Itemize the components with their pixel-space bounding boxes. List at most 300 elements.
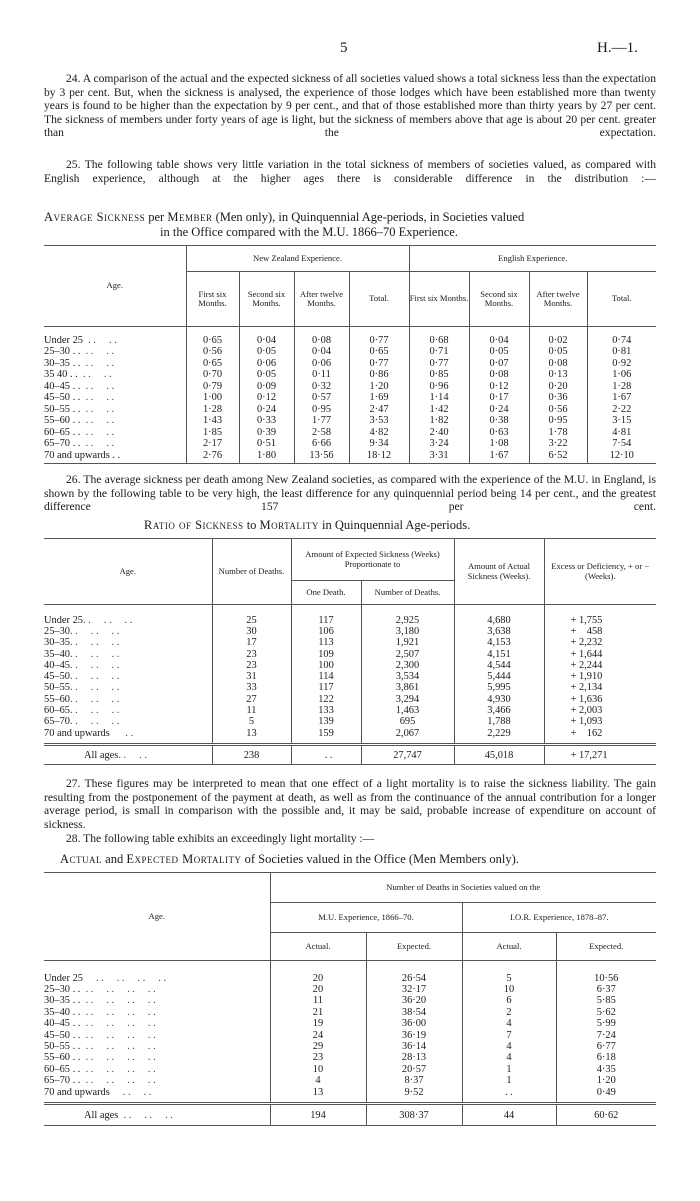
table-row xyxy=(44,381,656,393)
age-label: 40–45 . . xyxy=(44,1018,81,1030)
spacer-cell xyxy=(291,605,361,615)
value-cell: 9·52 xyxy=(366,1086,462,1097)
value-cell: 2,300 xyxy=(361,660,454,671)
value-cell: 12·10 xyxy=(587,450,656,462)
value-cell: 0·17 xyxy=(469,392,529,404)
spacer-cell xyxy=(366,961,462,973)
table3-title-sc: Actual xyxy=(60,852,103,866)
table3-group-header: Number of Deaths in Societies valued on the xyxy=(270,873,656,903)
value-cell: 2·17 xyxy=(186,438,239,450)
value-cell: 109 xyxy=(291,648,361,659)
total-value-cell: 194 xyxy=(270,1104,366,1126)
value-cell: 4,153 xyxy=(454,637,544,648)
value-cell: 0·38 xyxy=(469,415,529,427)
value-cell: 1,463 xyxy=(361,705,454,716)
table-row xyxy=(44,615,656,626)
value-cell: 5,444 xyxy=(454,671,544,682)
value-cell: 1·67 xyxy=(469,450,529,462)
spacer-cell xyxy=(270,961,366,973)
leader-dots: . . . . xyxy=(80,426,115,438)
spacer-cell xyxy=(44,327,186,335)
table1-col-header: After twelve Months. xyxy=(529,272,587,327)
value-cell: 0·95 xyxy=(529,415,587,427)
table1-title-sc: Average Sickness xyxy=(44,210,146,224)
value-cell: + 162 xyxy=(544,727,656,738)
table-row xyxy=(44,450,656,462)
table-row xyxy=(44,1018,656,1029)
spacer-cell xyxy=(44,961,270,973)
value-cell: 4·82 xyxy=(349,427,409,439)
table2-title xyxy=(144,518,470,533)
value-cell: 159 xyxy=(291,727,361,738)
value-cell: 30 xyxy=(212,626,291,637)
leader-dots: . . . . . . xyxy=(69,625,120,637)
leader-dots: . . . . . . xyxy=(69,648,120,660)
age-cell xyxy=(44,648,212,659)
spacer-cell xyxy=(409,461,469,463)
value-cell: 6·37 xyxy=(556,984,656,995)
spacer-cell xyxy=(239,461,294,463)
value-cell: 23 xyxy=(212,648,291,659)
value-cell: 7 xyxy=(462,1029,556,1040)
age-label: 70 and upwards . . xyxy=(44,449,121,461)
leader-dots: . . . . xyxy=(80,415,115,427)
value-cell: 6·77 xyxy=(556,1041,656,1052)
table-row xyxy=(44,705,656,716)
table-row xyxy=(44,438,656,450)
value-cell: 3,861 xyxy=(361,682,454,693)
value-cell: 0·32 xyxy=(294,381,349,393)
value-cell: 0·86 xyxy=(349,369,409,381)
table2-title-mid: to xyxy=(243,518,260,532)
table2-num-deaths-header: Number of Deaths. xyxy=(361,581,454,605)
value-cell: 5·99 xyxy=(556,1018,656,1029)
spacer-cell xyxy=(294,327,349,335)
leader-dots: . . . . xyxy=(118,749,147,761)
value-cell: 1·28 xyxy=(186,404,239,416)
table3-title xyxy=(60,852,519,867)
age-cell xyxy=(44,1086,270,1097)
paragraph-28: 28. The following table exhibits an exceedingly light mortality :— xyxy=(66,832,375,845)
value-cell: 13 xyxy=(212,727,291,738)
table1-col-header: Second six Months. xyxy=(239,272,294,327)
leader-dots: . . . . . . . . xyxy=(80,1029,156,1041)
age-label: 70 and upwards xyxy=(44,1086,110,1098)
value-cell: 36·00 xyxy=(366,1018,462,1029)
leader-dots: . . . . xyxy=(80,357,115,369)
value-cell: 23 xyxy=(212,660,291,671)
value-cell: 1·67 xyxy=(587,392,656,404)
value-cell: 4,930 xyxy=(454,694,544,705)
age-cell xyxy=(44,381,186,393)
value-cell: 1·85 xyxy=(186,427,239,439)
table3-title-tail: of Societies valued in the Office (Men Members only). xyxy=(241,852,519,866)
value-cell: 0·92 xyxy=(587,358,656,370)
value-cell: 0·24 xyxy=(469,404,529,416)
age-label: 55–60 xyxy=(44,693,70,705)
age-cell xyxy=(44,1029,270,1040)
total-value-cell: 45,018 xyxy=(454,745,544,765)
spacer-cell xyxy=(44,605,212,615)
leader-dots: . . . . . . . . xyxy=(80,1063,156,1075)
age-cell xyxy=(44,615,212,626)
value-cell: 0·08 xyxy=(294,335,349,347)
spacer-cell xyxy=(239,327,294,335)
leader-dots: . . . . xyxy=(80,380,115,392)
age-label: 25–30 . . xyxy=(44,984,81,996)
value-cell: + 1,644 xyxy=(544,648,656,659)
table-row xyxy=(44,346,656,358)
table1-title-sc2: Member xyxy=(167,210,213,224)
value-cell: 1·77 xyxy=(294,415,349,427)
value-cell: 3,294 xyxy=(361,694,454,705)
value-cell: 33 xyxy=(212,682,291,693)
table3-ior-header: I.O.R. Experience, 1878–87. xyxy=(462,903,656,933)
table1-title-tail: (Men only), in Quinquennial Age-periods, in Societies valued xyxy=(212,210,525,224)
table1-col-header: Total. xyxy=(349,272,409,327)
leader-dots: . . . . . . . . xyxy=(80,984,156,996)
value-cell: 0·05 xyxy=(529,346,587,358)
value-cell: 2,067 xyxy=(361,727,454,738)
value-cell: 0·95 xyxy=(294,404,349,416)
value-cell: 0·24 xyxy=(239,404,294,416)
table-row xyxy=(44,727,656,738)
value-cell: 3·24 xyxy=(409,438,469,450)
table2-excess-header: Excess or Deficiency, + or − (Weeks). xyxy=(544,539,656,605)
spacer-cell xyxy=(529,327,587,335)
value-cell: 36·14 xyxy=(366,1041,462,1052)
age-label: 60–65 . . xyxy=(44,1063,81,1075)
value-cell: 1·28 xyxy=(587,381,656,393)
total-value-cell: 238 xyxy=(212,745,291,765)
value-cell: 0·57 xyxy=(294,392,349,404)
value-cell: 113 xyxy=(291,637,361,648)
leader-dots: . . . . xyxy=(82,334,117,346)
age-label: 30–35 . . xyxy=(44,995,81,1007)
value-cell: 117 xyxy=(291,615,361,626)
value-cell: 0·68 xyxy=(409,335,469,347)
age-label: 60–65 . . xyxy=(44,426,81,438)
value-cell: 1·00 xyxy=(186,392,239,404)
age-label: 55–60 . . xyxy=(44,1052,81,1064)
spacer-cell xyxy=(462,961,556,973)
value-cell: 3·31 xyxy=(409,450,469,462)
age-cell xyxy=(44,358,186,370)
value-cell: 0·39 xyxy=(239,427,294,439)
age-label: 35–40 xyxy=(44,648,70,660)
value-cell: 2·76 xyxy=(186,450,239,462)
leader-dots: . . . . . . xyxy=(69,637,120,649)
value-cell: 0·04 xyxy=(239,335,294,347)
value-cell: 0·33 xyxy=(239,415,294,427)
leader-dots: . . . . xyxy=(80,346,115,358)
value-cell: 0·85 xyxy=(409,369,469,381)
value-cell: 2·58 xyxy=(294,427,349,439)
value-cell: 6·66 xyxy=(294,438,349,450)
value-cell: 4,544 xyxy=(454,660,544,671)
value-cell: 0·70 xyxy=(186,369,239,381)
value-cell: 5·62 xyxy=(556,1007,656,1018)
value-cell: 2·40 xyxy=(409,427,469,439)
age-cell xyxy=(44,995,270,1006)
spacer-cell xyxy=(361,605,454,615)
age-cell xyxy=(44,438,186,450)
value-cell: 21 xyxy=(270,1007,366,1018)
value-cell: 1 xyxy=(462,1075,556,1086)
table2-deaths-header: Number of Deaths. xyxy=(212,539,291,605)
value-cell: 4 xyxy=(462,1041,556,1052)
table1-body xyxy=(44,327,656,464)
page-number: 5 xyxy=(340,40,348,56)
value-cell: 0·04 xyxy=(294,346,349,358)
value-cell: 3,534 xyxy=(361,671,454,682)
value-cell: 1·14 xyxy=(409,392,469,404)
value-cell: 32·17 xyxy=(366,984,462,995)
total-label-cell xyxy=(44,1104,270,1126)
table1-age-header: Age. xyxy=(44,246,186,327)
value-cell: 8·37 xyxy=(366,1075,462,1086)
value-cell: 0·65 xyxy=(186,358,239,370)
age-label: 65–70 . . xyxy=(44,1075,81,1087)
table-row xyxy=(44,335,656,347)
value-cell: 1·20 xyxy=(349,381,409,393)
value-cell: 3,638 xyxy=(454,626,544,637)
value-cell: 0·49 xyxy=(556,1086,656,1097)
table1 xyxy=(44,245,656,464)
table-row xyxy=(44,427,656,439)
spacer-cell xyxy=(587,461,656,463)
value-cell: 31 xyxy=(212,671,291,682)
value-cell: 0·09 xyxy=(239,381,294,393)
value-cell: + 1,755 xyxy=(544,615,656,626)
table-row xyxy=(44,694,656,705)
value-cell: 10 xyxy=(462,984,556,995)
table-row xyxy=(44,1029,656,1040)
spacer-cell xyxy=(469,327,529,335)
leader-dots: . . . . xyxy=(109,1086,152,1098)
table-row xyxy=(44,1052,656,1063)
value-cell: 20 xyxy=(270,984,366,995)
age-cell xyxy=(44,404,186,416)
paragraph-27: 27. These figures may be interpreted to mean that one effect of a light mortality is to raise the sickness liability. The gain resulting from the postponement of the payment at death, as well as from the continuance of the annual contribution for a longer average period, is small in comparison with the possible and, it may be said, probable increase of expenditure on account of sickness. xyxy=(44,777,656,831)
table2-age-header: Age. xyxy=(44,539,212,605)
value-cell: 36·20 xyxy=(366,995,462,1006)
value-cell: 36·19 xyxy=(366,1029,462,1040)
value-cell: 4 xyxy=(270,1075,366,1086)
age-label: 55–60 . . xyxy=(44,415,81,427)
value-cell: 38·54 xyxy=(366,1007,462,1018)
value-cell: 11 xyxy=(212,705,291,716)
leader-dots: . . . . . . . . xyxy=(80,1006,156,1018)
total-label: All ages xyxy=(84,1109,119,1121)
total-row xyxy=(44,1104,656,1126)
spacer-cell xyxy=(186,327,239,335)
age-cell xyxy=(44,369,186,381)
age-cell xyxy=(44,660,212,671)
total-value-cell: + 17,271 xyxy=(544,745,656,765)
total-value-cell: 60·62 xyxy=(556,1104,656,1126)
value-cell: 4,680 xyxy=(454,615,544,626)
table2-title-sc: Ratio of Sickness xyxy=(144,518,244,532)
table3 xyxy=(44,872,656,1126)
table-row xyxy=(44,1041,656,1052)
table1-title-line1 xyxy=(44,210,524,225)
table3-title-mid: and xyxy=(102,852,127,866)
value-cell: 0·08 xyxy=(469,369,529,381)
table2-title-tail: in Quinquennial Age-periods. xyxy=(318,518,471,532)
leader-dots: . . . . . . . . xyxy=(80,995,156,1007)
table3-age-header: Age. xyxy=(44,873,270,961)
age-cell xyxy=(44,415,186,427)
table3-body xyxy=(44,961,656,1126)
total-value-cell: . . xyxy=(291,745,361,765)
table-row xyxy=(44,626,656,637)
spacer-cell xyxy=(454,605,544,615)
spacer-cell xyxy=(44,461,186,463)
age-label: 25–30 . . xyxy=(44,346,81,358)
total-row xyxy=(44,745,656,765)
age-label: 30–35 . . xyxy=(44,357,81,369)
table-row xyxy=(44,358,656,370)
value-cell: + 2,232 xyxy=(544,637,656,648)
age-label: 40–45 xyxy=(44,659,70,671)
value-cell: 0·56 xyxy=(186,346,239,358)
value-cell: 1·78 xyxy=(529,427,587,439)
value-cell: 3·53 xyxy=(349,415,409,427)
leader-dots: . . . . xyxy=(77,369,112,381)
spacer-cell xyxy=(186,461,239,463)
value-cell: 695 xyxy=(361,716,454,727)
table1-nz-header: New Zealand Experience. xyxy=(186,246,409,272)
value-cell: 7·24 xyxy=(556,1029,656,1040)
age-cell xyxy=(44,705,212,716)
value-cell: 0·05 xyxy=(239,369,294,381)
value-cell: 6·52 xyxy=(529,450,587,462)
table3-col-header: Actual. xyxy=(462,933,556,961)
table-row xyxy=(44,660,656,671)
age-label: 40–45 . . xyxy=(44,380,81,392)
leader-dots: . . . . . . xyxy=(118,1109,173,1121)
value-cell: 0·77 xyxy=(349,335,409,347)
value-cell: + 2,134 xyxy=(544,682,656,693)
age-cell xyxy=(44,727,212,738)
age-label: 70 and upwards xyxy=(44,727,110,739)
table-row xyxy=(44,404,656,416)
value-cell: 2 xyxy=(462,1007,556,1018)
table1-title-per: per xyxy=(145,210,168,224)
age-cell xyxy=(44,1041,270,1052)
value-cell: 1,921 xyxy=(361,637,454,648)
table3-mu-header: M.U. Experience, 1866–70. xyxy=(270,903,462,933)
value-cell: 0·71 xyxy=(409,346,469,358)
value-cell: 0·04 xyxy=(469,335,529,347)
age-cell xyxy=(44,716,212,727)
leader-dots: . . . . . . xyxy=(69,671,120,683)
value-cell: + 1,910 xyxy=(544,671,656,682)
value-cell: + 2,244 xyxy=(544,660,656,671)
value-cell: 0·56 xyxy=(529,404,587,416)
spacer-cell xyxy=(544,605,656,615)
value-cell: 20·57 xyxy=(366,1064,462,1075)
age-cell xyxy=(44,1052,270,1063)
value-cell: 1·06 xyxy=(587,369,656,381)
spacer-cell xyxy=(212,605,291,615)
leader-dots: . . . . . . . . xyxy=(80,1075,156,1087)
value-cell: 1 xyxy=(462,1064,556,1075)
table-row xyxy=(44,648,656,659)
age-label: 65–70 . . xyxy=(44,438,81,450)
leader-dots: . . . . . . . . xyxy=(80,1052,156,1064)
value-cell: + 2,003 xyxy=(544,705,656,716)
age-cell xyxy=(44,1007,270,1018)
table1-col-header: Total. xyxy=(587,272,656,327)
value-cell: 117 xyxy=(291,682,361,693)
table-row xyxy=(44,716,656,727)
value-cell: 13 xyxy=(270,1086,366,1097)
age-label: Under 25 xyxy=(44,972,83,984)
value-cell: 26·54 xyxy=(366,973,462,984)
table-row xyxy=(44,995,656,1006)
value-cell: 18·12 xyxy=(349,450,409,462)
value-cell: 20 xyxy=(270,973,366,984)
leader-dots: . . . . . . xyxy=(69,693,120,705)
table1-title-line2: in the Office compared with the M.U. 1866–70 Experience. xyxy=(160,225,458,239)
value-cell: 24 xyxy=(270,1029,366,1040)
age-label: 50–55 xyxy=(44,682,70,694)
total-value-cell: 27,747 xyxy=(361,745,454,765)
table2 xyxy=(44,538,656,765)
value-cell: 6·18 xyxy=(556,1052,656,1063)
value-cell: 139 xyxy=(291,716,361,727)
table-row xyxy=(44,1064,656,1075)
paragraph-24: 24. A comparison of the actual and the expected sickness of all societies valued shows a total sickness less than the expectation by 3 per cent. But, when the sickness is analysed, the experience of those lodges which have been established more than twenty years is found to be higher than the expectation by 9 per cent., and that of those established more than thirty years by 27 per cent. The sickness of members under forty years of age is light, but the sickness of members above that age is about 20 per cent. greater than the expectation. xyxy=(44,72,656,140)
value-cell: 0·13 xyxy=(529,369,587,381)
value-cell: 7·54 xyxy=(587,438,656,450)
age-label: 50–55 . . xyxy=(44,1041,81,1053)
value-cell: 0·05 xyxy=(239,346,294,358)
age-cell xyxy=(44,626,212,637)
value-cell: 0·81 xyxy=(587,346,656,358)
value-cell: 0·63 xyxy=(469,427,529,439)
value-cell: 2·47 xyxy=(349,404,409,416)
value-cell: + 1,093 xyxy=(544,716,656,727)
value-cell: 4·81 xyxy=(587,427,656,439)
value-cell: 0·77 xyxy=(349,358,409,370)
table2-title-sc2: Mortality xyxy=(259,518,319,532)
value-cell: 17 xyxy=(212,637,291,648)
value-cell: 1·80 xyxy=(239,450,294,462)
value-cell: 1·69 xyxy=(349,392,409,404)
age-label: 30–35 xyxy=(44,637,70,649)
age-label: 35 40 . . xyxy=(44,369,78,381)
total-value-cell: 44 xyxy=(462,1104,556,1126)
value-cell: 0·20 xyxy=(529,381,587,393)
table-row xyxy=(44,637,656,648)
age-cell xyxy=(44,1064,270,1075)
age-cell xyxy=(44,671,212,682)
age-label: Under 25 xyxy=(44,614,83,626)
leader-dots: . . . . . . . . xyxy=(80,1041,156,1053)
value-cell: 3·15 xyxy=(587,415,656,427)
table1-col-header: First six Months. xyxy=(409,272,469,327)
table-row xyxy=(44,1086,656,1097)
spacer-cell xyxy=(556,961,656,973)
age-cell xyxy=(44,335,186,347)
table-row xyxy=(44,671,656,682)
age-label: 25–30 xyxy=(44,625,70,637)
value-cell: 4 xyxy=(462,1018,556,1029)
leader-dots: . . . . . . xyxy=(69,705,120,717)
